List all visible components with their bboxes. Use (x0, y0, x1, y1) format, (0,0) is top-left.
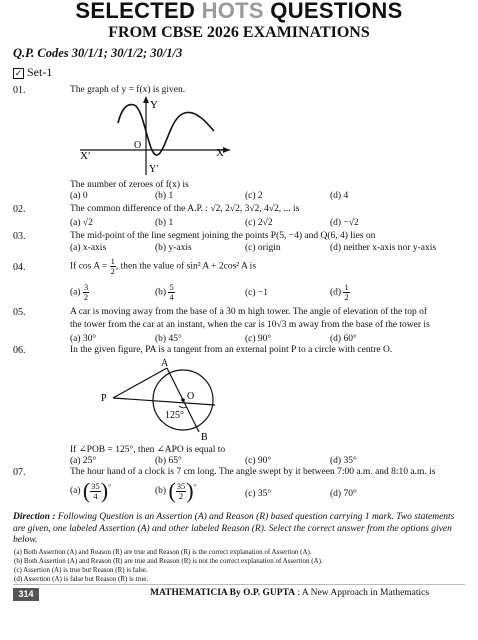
tangent-figure (95, 358, 225, 443)
question-text: The hour hand of a clock is 7 cm long. The angle swept by it between 7:00 a.m. and 8:10 a.m. is (70, 467, 436, 477)
option: (b) ( $\frac{35}{2}$ ) ° (155, 478, 197, 503)
title-suffix: QUESTIONS (263, 0, 403, 23)
option: (d) neither x-axis nor y-axis (330, 243, 437, 253)
footer-divider (13, 584, 465, 585)
direction-body: Following Question is an Assertion (A) and Reason (R) based question carrying 1 mark. Two statements are given, one labeled Assertion (A) and other labeled Reason (R). Select the correct answer from the options given below. (13, 512, 455, 545)
option: (d) 60° (330, 334, 357, 344)
origin-label: O (134, 140, 142, 151)
question-number: 06. (13, 345, 26, 356)
point-a-label: A (161, 358, 169, 369)
curve-path (118, 105, 214, 156)
question-number: 02. (13, 204, 26, 215)
graph-figure (70, 93, 245, 178)
option: (a) √2 (70, 218, 93, 228)
book-tagline: : A New Approach in Mathematics (295, 588, 430, 598)
fraction: $\frac{1}{2}$ (110, 256, 115, 276)
page-number: 314 (13, 588, 39, 601)
question-number: 04. (13, 262, 26, 273)
option: (c) 2√2 (245, 218, 273, 228)
option: (a) x-axis (70, 243, 107, 253)
option: (a) 25° (70, 456, 97, 466)
option: (b) 65° (155, 456, 182, 466)
point-p-label: P (101, 393, 107, 404)
y-arrow-icon (143, 96, 149, 103)
option: (b) $\frac{5}{4}$ (155, 282, 174, 302)
assertion-choice: (d) Assertion (A) is false but Reason (R) is true. (14, 575, 149, 583)
assertion-choice: (b) Both Assertion (A) and Reason (R) are true and Reason (R) is not the correct explanation of Assertion (A). (14, 557, 323, 565)
page-title (0, 0, 478, 24)
assertion-choice: (a) Both Assertion (A) and Reason (R) are true and Reason (R) is the correct explanation of Assertion (A). (14, 548, 312, 556)
x-prime-label: X′ (80, 150, 91, 162)
centre-point (181, 398, 185, 402)
assertion-choice: (c) Assertion (A) is true but Reason (R) is false. (14, 566, 148, 574)
book-title: MATHEMATICIA By O.P. GUPTA (150, 588, 296, 598)
direction-lead: Direction : (13, 512, 58, 522)
question-text: A car is moving away from the base of a 30 m high tower. The angle of elevation of the top of (70, 307, 428, 317)
secant-line-po (113, 398, 215, 405)
option: (b) 1 (155, 191, 174, 201)
option: (b) y-axis (155, 243, 192, 253)
option: (d) −√2 (330, 218, 359, 228)
x-label: X (216, 147, 224, 159)
question-text: The common difference of the A.P. : √2, 2√2, 3√2, 4√2, ... is (70, 204, 300, 214)
title-highlight: HOTS (201, 0, 264, 23)
option: (c) 35° (245, 489, 272, 499)
point-o-label: O (187, 391, 195, 402)
option: (c) 2 (245, 191, 263, 201)
question-text-line2: the tower from the car at an instant, when the car is 10√3 m away from the base of the tower is (70, 320, 430, 330)
footer-text (150, 588, 429, 598)
option: (c) 90° (245, 456, 272, 466)
point-b-label: B (201, 432, 208, 443)
question-number: 01. (13, 85, 26, 96)
question-text-b: , then the value of sin² A + 2cos² A is (115, 261, 257, 272)
set-text: Set-1 (27, 65, 53, 79)
y-label: Y (150, 99, 158, 111)
x-arrow-icon (223, 147, 230, 153)
option: (c) origin (245, 243, 281, 253)
option: (a) 30° (70, 334, 97, 344)
question-text-a: If cos A = (70, 261, 110, 272)
question-text: The graph of y = f(x) is given. (70, 85, 186, 95)
question-stem: If ∠POB = 125°, then ∠APO is equal to (70, 445, 226, 455)
question-text (70, 257, 256, 276)
question-number: 03. (13, 231, 26, 242)
question-text: In the given figure, PA is a tangent from an external point P to a circle with centre O. (70, 345, 393, 355)
option: (b) 45° (155, 334, 182, 344)
set-label (13, 65, 52, 80)
option: (a) 0 (70, 191, 88, 201)
question-text: The mid-point of the line segment joining the points P(5, −4) and Q(6, 4) lies on (70, 231, 376, 241)
question-number: 05. (13, 307, 26, 318)
option: (a) $\frac{3}{2}$ (70, 282, 89, 302)
option: (d) 70° (330, 489, 357, 499)
y-prime-label: Y′ (149, 164, 159, 175)
title-prefix: SELECTED (75, 0, 202, 23)
option: (d) $\frac{1}{2}$ (330, 282, 349, 302)
option: (c) 90° (245, 334, 272, 344)
option: (b) 1 (155, 218, 174, 228)
option: (d) 35° (330, 456, 357, 466)
option: (d) 4 (330, 191, 349, 201)
angle-label: 125° (165, 410, 184, 421)
option: (c) −1 (245, 288, 269, 298)
qp-codes: Q.P. Codes 30/1/1; 30/1/2; 30/1/3 (13, 46, 183, 60)
question-number: 07. (13, 467, 26, 478)
direction-text (13, 512, 465, 547)
option: (a) ( $\frac{35}{4}$ ) ° (70, 478, 111, 503)
question-stem: The number of zeroes of f(x) is (70, 180, 189, 190)
page-subtitle: FROM CBSE 2026 EXAMINATIONS (108, 24, 370, 41)
checkbox-icon: ✓ (14, 68, 23, 78)
